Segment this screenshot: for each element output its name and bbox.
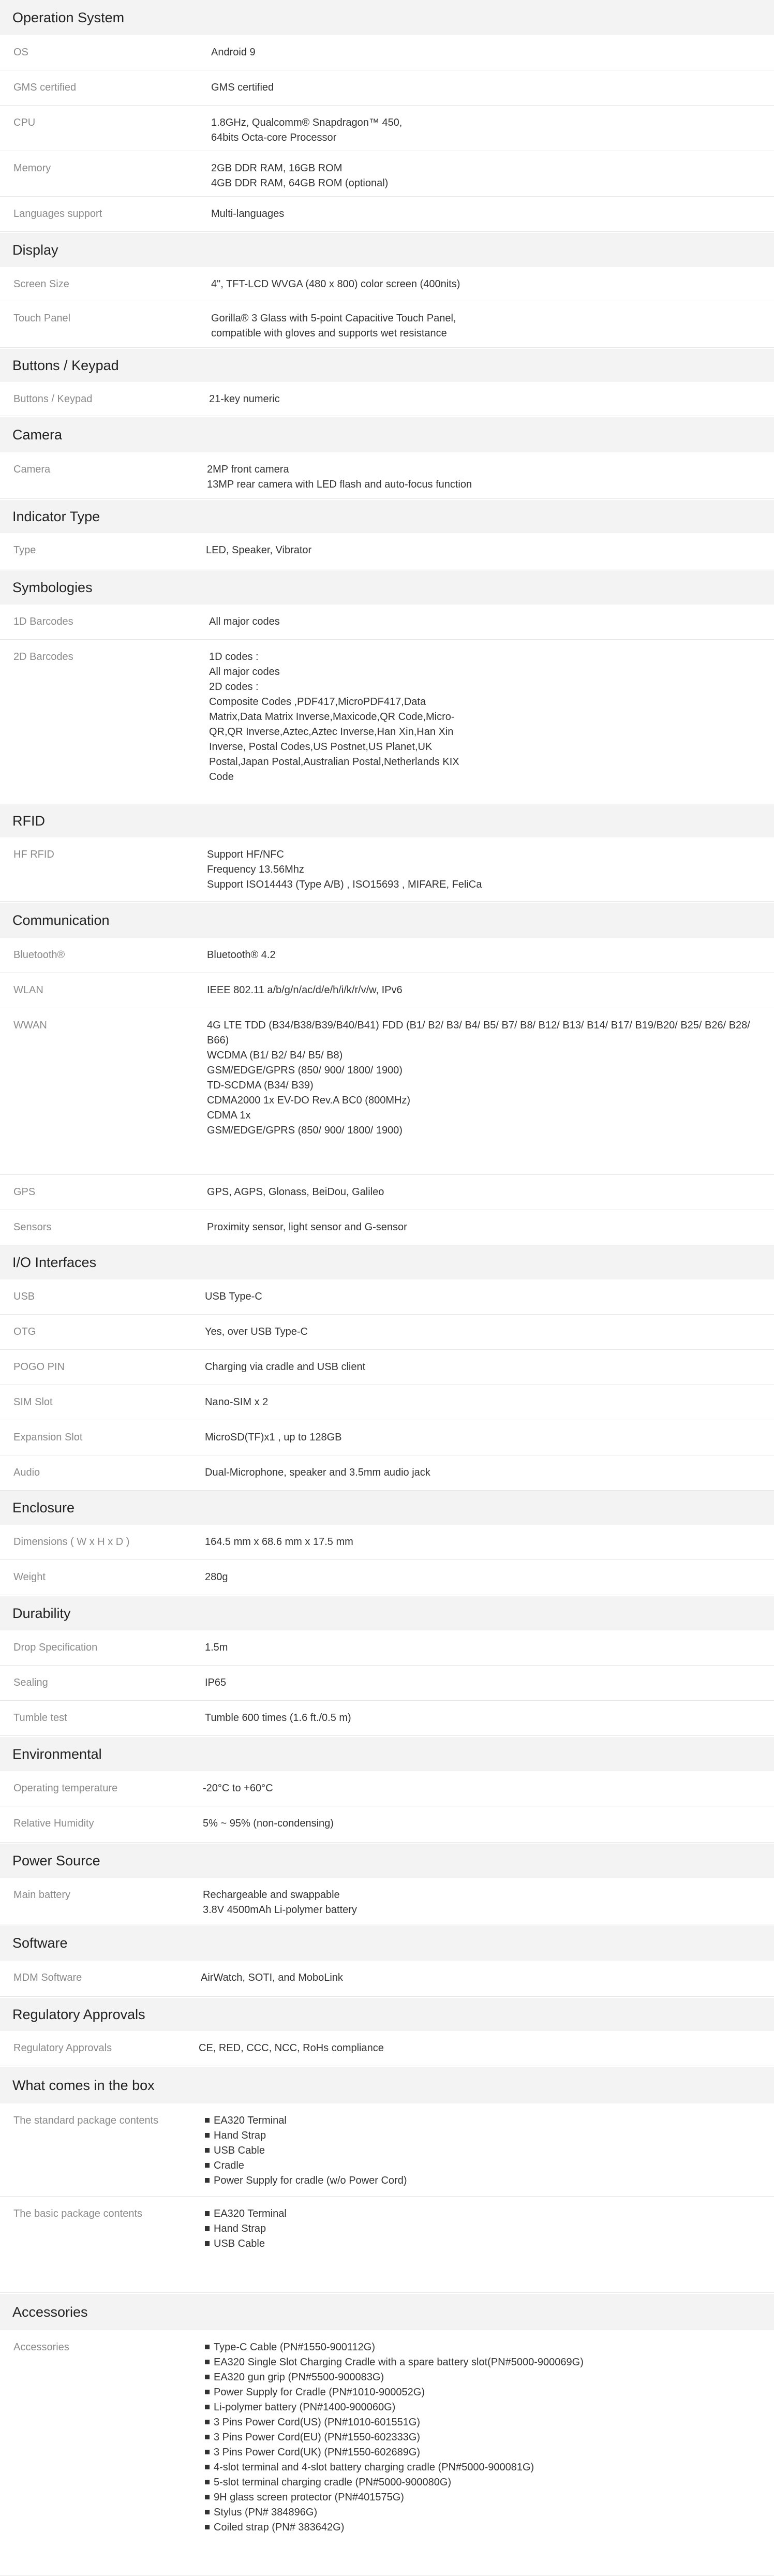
- spec-list-item: Hand Strap: [205, 2221, 764, 2236]
- spec-list-item: Li-polymer battery (PN#1400-900060G): [205, 2400, 764, 2415]
- spec-value-line: 2MP front camera: [207, 464, 289, 475]
- spec-value: [207, 983, 764, 998]
- spec-row-1d-barcodes: [0, 605, 774, 640]
- spec-value-line: 3.8V 4500mAh Li-polymer battery: [203, 1904, 357, 1916]
- spec-value-line: 5% ~ 95% (non-condensing): [203, 1818, 334, 1829]
- spec-label: Relative Humidity: [13, 1818, 94, 1829]
- spec-list-item: Power Supply for Cradle (PN#1010-900052G): [205, 2385, 764, 2400]
- spec-value: [201, 1970, 764, 1985]
- spec-value: [207, 1220, 764, 1235]
- section-header-power-source: Power Source: [0, 1844, 774, 1878]
- spec-row-sealing: [0, 1666, 774, 1701]
- spec-label: Buttons / Keypad: [13, 393, 93, 405]
- spec-label: Tumble test: [13, 1712, 67, 1724]
- spec-value: [211, 277, 764, 292]
- spec-value-line: Dual-Microphone, speaker and 3.5mm audio jack: [205, 1467, 430, 1478]
- spec-label: Camera: [13, 464, 51, 475]
- spec-value: [209, 650, 764, 785]
- spec-value-line: Postal,Japan Postal,Australian Postal,Netherlands KIX: [209, 756, 459, 768]
- section-header-environmental: Environmental: [0, 1737, 774, 1771]
- spec-label: Main battery: [13, 1889, 71, 1901]
- section-header-i-o-interfaces: I/O Interfaces: [0, 1245, 774, 1279]
- spec-value: [211, 45, 764, 60]
- section-header-accessories: Accessories: [0, 2294, 774, 2330]
- spec-value: [205, 1430, 764, 1445]
- spec-list-item: Power Supply for cradle (w/o Power Cord): [205, 2173, 764, 2188]
- spec-value-line: B66): [207, 1035, 229, 1046]
- spec-value-line: Composite Codes ,PDF417,MicroPDF417,Data: [209, 696, 426, 708]
- spec-list-item: EA320 gun grip (PN#5500-900083G): [205, 2370, 764, 2385]
- spec-row-mdm-software: [0, 1961, 774, 1997]
- spec-value: [203, 1781, 764, 1796]
- spec-value: [207, 847, 764, 892]
- spec-row-weight: [0, 1560, 774, 1595]
- spec-list-item: 3 Pins Power Cord(US) (PN#1010-601551G): [205, 2415, 764, 2430]
- spec-value-line: 13MP rear camera with LED flash and auto-focus function: [207, 479, 472, 490]
- spec-value-line: AirWatch, SOTI, and MoboLink: [201, 1972, 343, 1983]
- spec-value-line: All major codes: [209, 666, 280, 678]
- section-header-enclosure: Enclosure: [0, 1491, 774, 1525]
- spec-label: WWAN: [13, 1020, 47, 1031]
- spec-value-line: Yes, over USB Type-C: [205, 1326, 308, 1337]
- spec-value-line: CDMA2000 1x EV-DO Rev.A BC0 (800MHz): [207, 1095, 411, 1106]
- spec-value: [205, 1675, 764, 1690]
- spec-value-line: CE, RED, CCC, NCC, RoHs compliance: [199, 2042, 384, 2054]
- spec-label: The standard package contents: [13, 2115, 159, 2126]
- section-header-rfid: RFID: [0, 804, 774, 837]
- spec-value-line: 2GB DDR RAM, 16GB ROM: [211, 163, 343, 174]
- spec-value: [205, 2113, 764, 2188]
- spec-list-item: Cradle: [205, 2158, 764, 2173]
- spec-row-screen-size: [0, 267, 774, 301]
- spec-value-line: 4GB DDR RAM, 64GB ROM (optional): [211, 178, 389, 189]
- spec-value-line: 1.8GHz, Qualcomm® Snapdragon™ 450,: [211, 117, 403, 128]
- spec-list-item: Type-C Cable (PN#1550-900112G): [205, 2340, 764, 2355]
- spec-value-line: TD-SCDMA (B34/ B39): [207, 1080, 314, 1091]
- spec-value: [205, 1289, 764, 1304]
- spec-value-line: Multi-languages: [211, 208, 285, 219]
- spec-label: OS: [13, 47, 28, 58]
- spec-value-line: Support ISO14443 (Type A/B) , ISO15693 , MIFARE, FeliCa: [207, 879, 482, 890]
- spec-label: GPS: [13, 1186, 36, 1198]
- spec-value-line: Proximity sensor, light sensor and G-sensor: [207, 1221, 407, 1233]
- spec-row-expansion-slot: [0, 1420, 774, 1455]
- spec-value: [205, 1395, 764, 1410]
- spec-value: [203, 1888, 764, 1918]
- spec-list-item: Stylus (PN# 384896G): [205, 2505, 764, 2520]
- spec-label: SIM Slot: [13, 1396, 53, 1408]
- spec-value: [205, 2206, 764, 2251]
- spec-label: Screen Size: [13, 278, 69, 290]
- spec-value-line: Gorilla® 3 Glass with 5-point Capacitive Touch Panel,: [211, 313, 456, 324]
- spec-value-line: Bluetooth® 4.2: [207, 949, 276, 961]
- spec-label: Dimensions ( W x H x D ): [13, 1536, 130, 1548]
- spec-value: [205, 1535, 764, 1550]
- section-header-regulatory-approvals: Regulatory Approvals: [0, 1998, 774, 2031]
- section-header-operation-system: Operation System: [0, 0, 774, 35]
- spec-row-memory: [0, 151, 774, 197]
- spec-label: Regulatory Approvals: [13, 2042, 112, 2054]
- spec-value-line: USB Type-C: [205, 1291, 262, 1302]
- spec-row-the-basic-package-contents: [0, 2197, 774, 2293]
- spec-label: 2D Barcodes: [13, 651, 73, 663]
- spec-value-line: GSM/EDGE/GPRS (850/ 900/ 1800/ 1900): [207, 1125, 403, 1136]
- spec-value: [205, 1324, 764, 1339]
- spec-label: WLAN: [13, 984, 43, 996]
- spec-label: HF RFID: [13, 849, 54, 860]
- spec-value: [207, 462, 764, 492]
- spec-value-line: Frequency 13.56Mhz: [207, 864, 304, 875]
- section-header-durability: Durability: [0, 1596, 774, 1630]
- spec-value-line: Inverse, Postal Codes,US Postnet,US Planet,UK: [209, 741, 433, 753]
- spec-label: Accessories: [13, 2342, 69, 2353]
- spec-value-line: 164.5 mm x 68.6 mm x 17.5 mm: [205, 1536, 353, 1548]
- spec-value: [211, 161, 764, 191]
- spec-value-line: Nano-SIM x 2: [205, 1396, 269, 1408]
- spec-label: Type: [13, 544, 36, 556]
- spec-list-item: EA320 Terminal: [205, 2206, 764, 2221]
- spec-value-line: Tumble 600 times (1.6 ft./0.5 m): [205, 1712, 351, 1724]
- spec-row-the-standard-package-contents: [0, 2103, 774, 2197]
- spec-value: [207, 1018, 764, 1138]
- spec-value: [211, 207, 764, 222]
- spec-list-item: 3 Pins Power Cord(UK) (PN#1550-602689G): [205, 2445, 764, 2460]
- spec-label: MDM Software: [13, 1972, 82, 1983]
- spec-row-buttons-keypad: [0, 382, 774, 416]
- spec-value-line: GSM/EDGE/GPRS (850/ 900/ 1800/ 1900): [207, 1065, 403, 1076]
- spec-value-line: LED, Speaker, Vibrator: [206, 544, 312, 556]
- spec-value-line: WCDMA (B1/ B2/ B4/ B5/ B8): [207, 1050, 343, 1061]
- section-header-software: Software: [0, 1925, 774, 1961]
- spec-label: Bluetooth®: [13, 949, 65, 961]
- spec-label: GMS certified: [13, 82, 77, 93]
- spec-value-line: MicroSD(TF)x1 , up to 128GB: [205, 1432, 342, 1443]
- spec-value-line: 64bits Octa-core Processor: [211, 132, 337, 143]
- spec-value-line: All major codes: [209, 616, 280, 627]
- spec-value: [205, 1465, 764, 1480]
- spec-label: Touch Panel: [13, 313, 71, 324]
- spec-label: Sealing: [13, 1677, 48, 1688]
- spec-row-type: [0, 533, 774, 569]
- spec-value: [209, 614, 764, 629]
- spec-list-item: EA320 Terminal: [205, 2113, 764, 2128]
- spec-row-bluetooth: [0, 938, 774, 973]
- spec-label: Sensors: [13, 1221, 52, 1233]
- spec-row-camera: [0, 452, 774, 499]
- spec-label: OTG: [13, 1326, 36, 1337]
- spec-row-cpu: [0, 106, 774, 151]
- spec-list-item: USB Cable: [205, 2143, 764, 2158]
- spec-row-regulatory-approvals: [0, 2031, 774, 2066]
- spec-value-line: 1D codes :: [209, 651, 259, 663]
- spec-label: 1D Barcodes: [13, 616, 73, 627]
- spec-label: POGO PIN: [13, 1361, 65, 1373]
- spec-list-item: 5-slot terminal charging cradle (PN#5000-900080G): [205, 2475, 764, 2490]
- spec-value: [207, 1185, 764, 1200]
- spec-row-operating-temperature: [0, 1771, 774, 1806]
- spec-row-drop-specification: [0, 1630, 774, 1666]
- spec-row-usb: [0, 1279, 774, 1315]
- spec-value: [211, 80, 764, 95]
- spec-value-line: 2D codes :: [209, 681, 259, 693]
- section-header-communication: Communication: [0, 903, 774, 938]
- spec-list-item: 9H glass screen protector (PN#401575G): [205, 2490, 764, 2505]
- spec-row-gms-certified: [0, 70, 774, 106]
- spec-row-languages-support: [0, 197, 774, 232]
- spec-row-otg: [0, 1315, 774, 1350]
- section-header-display: Display: [0, 233, 774, 267]
- spec-value: [205, 1570, 764, 1585]
- spec-value: [205, 2340, 764, 2535]
- spec-row-wwan: [0, 1008, 774, 1175]
- spec-value-line: compatible with gloves and supports wet resistance: [211, 328, 447, 339]
- spec-value-line: GMS certified: [211, 82, 274, 93]
- section-header-what-comes-in-the-box: What comes in the box: [0, 2067, 774, 2103]
- spec-label: The basic package contents: [13, 2208, 143, 2219]
- spec-value-line: 4G LTE TDD (B34/B38/B39/B40/B41) FDD (B1/ B2/ B3/ B4/ B5/ B7/ B8/ B12/ B13/ B14/ B17/ B19/B20/ B25/ B26/ B28/: [207, 1020, 750, 1031]
- spec-value-line: 21-key numeric: [209, 393, 280, 405]
- spec-list-item: EA320 Single Slot Charging Cradle with a spare battery slot(PN#5000-900069G): [205, 2355, 764, 2370]
- spec-list-item: Coiled strap (PN# 383642G): [205, 2520, 764, 2535]
- spec-value-line: GPS, AGPS, Glonass, BeiDou, Galileo: [207, 1186, 384, 1198]
- spec-value: [203, 1816, 764, 1831]
- spec-value-line: Android 9: [211, 47, 256, 58]
- spec-label: CPU: [13, 117, 36, 128]
- spec-value-line: -20°C to +60°C: [203, 1783, 273, 1794]
- spec-row-dimensions-w-x-h-x-d: [0, 1525, 774, 1560]
- spec-value-line: Support HF/NFC: [207, 849, 284, 860]
- spec-label: Operating temperature: [13, 1783, 118, 1794]
- spec-value-line: QR,QR Inverse,Aztec,Aztec Inverse,Han Xin,Han Xin: [209, 726, 454, 738]
- spec-row-accessories: [0, 2330, 774, 2576]
- section-header-buttons-keypad: Buttons / Keypad: [0, 349, 774, 382]
- spec-row-wlan: [0, 973, 774, 1008]
- spec-list-item: 4-slot terminal and 4-slot battery charging cradle (PN#5000-900081G): [205, 2460, 764, 2475]
- spec-label: Expansion Slot: [13, 1432, 83, 1443]
- spec-row-gps: [0, 1175, 774, 1210]
- spec-row-os: [0, 35, 774, 70]
- spec-value-line: 4", TFT-LCD WVGA (480 x 800) color screen (400nits): [211, 278, 460, 290]
- spec-value-line: IP65: [205, 1677, 227, 1688]
- spec-value: [205, 1711, 764, 1726]
- spec-row-pogo-pin: [0, 1350, 774, 1385]
- spec-row-touch-panel: [0, 301, 774, 348]
- spec-value: [205, 1360, 764, 1375]
- spec-row-main-battery: [0, 1878, 774, 1924]
- spec-value: [206, 543, 764, 558]
- spec-list-item: 3 Pins Power Cord(EU) (PN#1550-602333G): [205, 2430, 764, 2445]
- spec-value-line: 280g: [205, 1571, 228, 1583]
- spec-row-relative-humidity: [0, 1806, 774, 1843]
- spec-row-hf-rfid: [0, 837, 774, 902]
- spec-label: Memory: [13, 163, 51, 174]
- spec-value-line: Charging via cradle and USB client: [205, 1361, 366, 1373]
- spec-label: Drop Specification: [13, 1642, 98, 1653]
- spec-row-tumble-test: [0, 1701, 774, 1736]
- spec-list-item: Hand Strap: [205, 2128, 764, 2143]
- spec-row-sensors: [0, 1210, 774, 1245]
- spec-label: Audio: [13, 1467, 40, 1478]
- spec-value-line: CDMA 1x: [207, 1110, 251, 1121]
- spec-value: [211, 311, 764, 341]
- section-header-symbologies: Symbologies: [0, 570, 774, 605]
- spec-row-sim-slot: [0, 1385, 774, 1420]
- section-header-indicator-type: Indicator Type: [0, 500, 774, 533]
- spec-value-line: Code: [209, 771, 234, 783]
- spec-value-line: Matrix,Data Matrix Inverse,Maxicode,QR Code,Micro-: [209, 711, 455, 723]
- spec-value-line: IEEE 802.11 a/b/g/n/ac/d/e/h/i/k/r/v/w, IPv6: [207, 984, 403, 996]
- spec-value-line: Rechargeable and swappable: [203, 1889, 340, 1901]
- section-header-camera: Camera: [0, 417, 774, 452]
- spec-value-line: 1.5m: [205, 1642, 228, 1653]
- spec-value: [207, 948, 764, 963]
- spec-value: [211, 115, 764, 145]
- spec-list-item: USB Cable: [205, 2236, 764, 2251]
- spec-value: [205, 1640, 764, 1655]
- spec-label: Languages support: [13, 208, 102, 219]
- spec-label: USB: [13, 1291, 35, 1302]
- spec-row-audio: [0, 1455, 774, 1491]
- spec-label: Weight: [13, 1571, 46, 1583]
- spec-row-2d-barcodes: [0, 640, 774, 803]
- spec-value: [199, 2041, 764, 2056]
- spec-value: [209, 392, 764, 407]
